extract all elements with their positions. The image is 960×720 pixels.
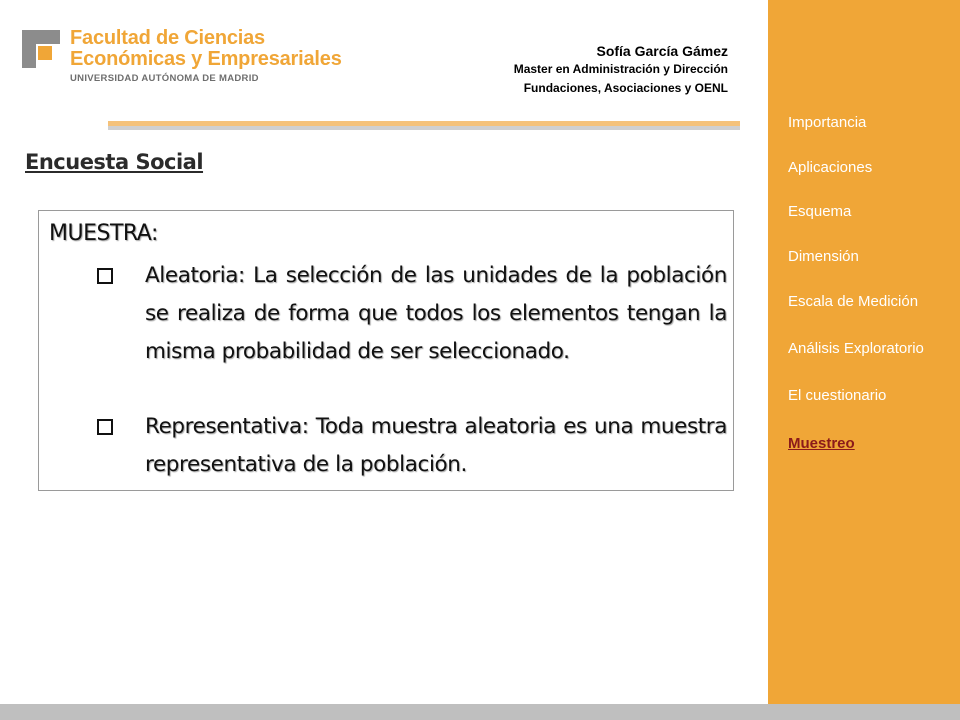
logo-university: UNIVERSIDAD AUTÓNOMA DE MADRID (70, 73, 259, 84)
logo-title-line2: Económicas y Empresariales (70, 48, 342, 70)
logo-title-line1: Facultad de Ciencias (70, 27, 265, 49)
bullet-item (97, 257, 727, 371)
program-line1: Master en Administración y Dirección (513, 62, 728, 76)
footer-strip (0, 704, 960, 720)
sidebar-item-esquema[interactable]: Esquema (788, 203, 852, 220)
sidebar-nav (768, 0, 960, 704)
checkbox-bullet-icon (97, 268, 113, 284)
sidebar-item-aplicaciones[interactable]: Aplicaciones (788, 159, 873, 176)
sidebar-item-dimension[interactable]: Dimensión (788, 248, 859, 265)
bullet-item (97, 408, 727, 484)
sidebar-item-escala-de-medicion[interactable]: Escala de Medición (788, 293, 919, 310)
sidebar-item-el-cuestionario[interactable]: El cuestionario (788, 387, 887, 404)
logo-mark-icon (22, 30, 60, 68)
program-line2: Fundaciones, Asociaciones y OENL (523, 81, 728, 95)
faculty-logo (22, 27, 342, 90)
checkbox-bullet-icon (97, 419, 113, 435)
sidebar-item-muestreo[interactable]: Muestreo (788, 435, 855, 452)
sidebar-item-importancia[interactable]: Importancia (788, 114, 867, 131)
content-box (38, 210, 734, 491)
content-heading: MUESTRA: (49, 221, 158, 246)
header-divider-gray (108, 126, 740, 130)
sidebar-item-analisis-exploratorio[interactable]: Análisis Exploratorio (788, 340, 924, 357)
section-title: Encuesta Social (25, 150, 204, 174)
author-name: Sofía García Gámez (596, 43, 728, 59)
bullet-text: Aleatoria: La selección de las unidades de la población se realiza de forma que todos los elementos tengan la misma probabilidad de ser seleccionado. (145, 263, 727, 364)
bullet-text: Representativa: Toda muestra aleatoria es una muestra representativa de la población. (145, 414, 727, 477)
author-block (514, 42, 728, 98)
